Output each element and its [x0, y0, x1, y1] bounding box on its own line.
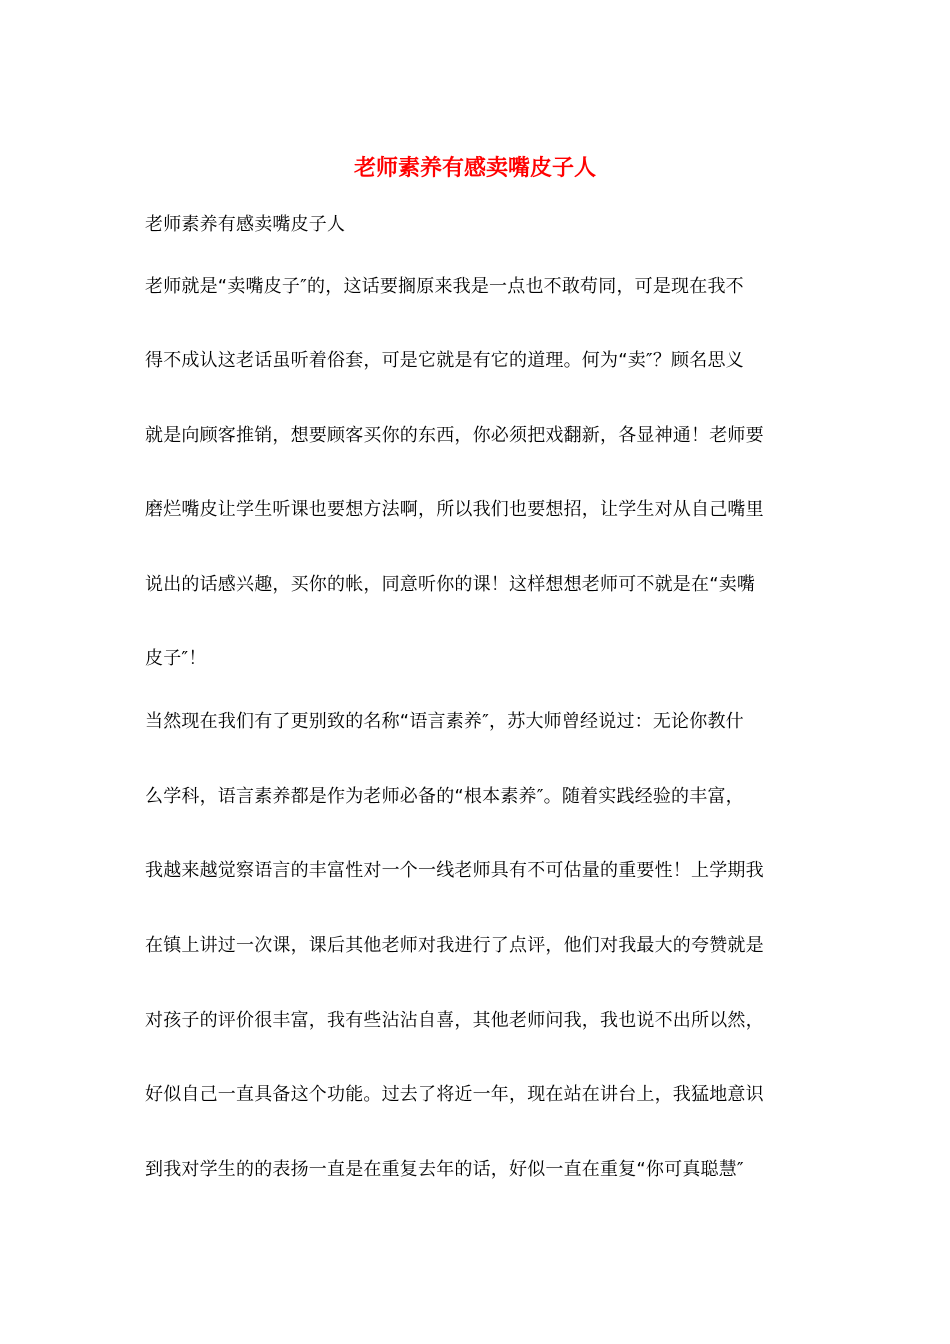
paragraph-line: 老师就是“卖嘴皮子″的，这话要搁原来我是一点也不敢苟同，可是现在我不 [145, 276, 744, 297]
paragraph-line: 在镇上讲过一次课，课后其他老师对我进行了点评，他们对我最大的夸赞就是 [145, 935, 764, 956]
paragraph-line: 说出的话感兴趣，买你的帐，同意听你的课！这样想想老师可不就是在“卖嘴 [145, 574, 756, 595]
paragraph-line: 得不成认这老话虽听着俗套，可是它就是有它的道理。何为“卖″？顾名思义 [145, 350, 744, 371]
paragraph-line: 就是向顾客推销，想要顾客买你的东西，你必须把戏翻新，各显神通！老师要 [145, 425, 764, 446]
paragraph-line: 好似自己一直具备这个功能。过去了将近一年，现在站在讲台上，我猛地意识 [145, 1084, 764, 1105]
document-title: 老师素养有感卖嘴皮子人 [353, 155, 596, 181]
document-subtitle: 老师素养有感卖嘴皮子人 [145, 214, 346, 235]
paragraph-line: 对孩子的评价很丰富，我有些沾沾自喜，其他老师问我，我也说不出所以然， [145, 1010, 764, 1031]
paragraph-line: 当然现在我们有了更别致的名称“语言素养″，苏大师曾经说过：无论你教什 [145, 711, 744, 732]
paragraph-line: 么学科，语言素养都是作为老师必备的“根本素养″。随着实践经验的丰富， [145, 786, 744, 807]
paragraph-line: 皮子″！ [145, 648, 207, 669]
paragraph-line: 到我对学生的的表扬一直是在重复去年的话，好似一直在重复“你可真聪慧″ [145, 1159, 744, 1180]
paragraph-line: 我越来越觉察语言的丰富性对一个一线老师具有不可估量的重要性！上学期我 [145, 860, 764, 881]
paragraph-line: 磨烂嘴皮让学生听课也要想方法啊，所以我们也要想招，让学生对从自己嘴里 [145, 499, 764, 520]
